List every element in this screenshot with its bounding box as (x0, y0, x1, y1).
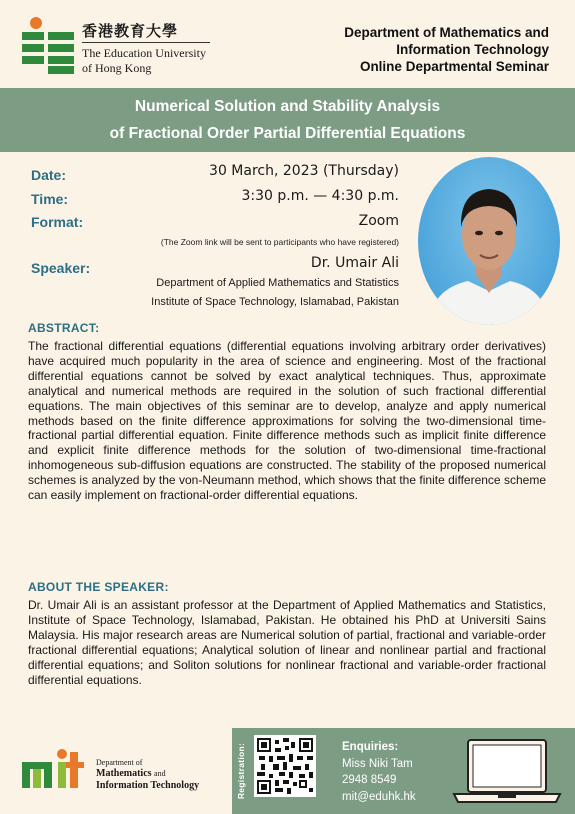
title-band (0, 88, 575, 152)
department-block (344, 24, 549, 75)
university-name-en-line1: The Education University (82, 46, 206, 60)
speaker-label: Speaker: (31, 260, 91, 276)
mit-mathematics-word: Mathematics (96, 768, 152, 779)
speaker-name: Dr. Umair Ali (310, 255, 399, 271)
abstract-heading: ABSTRACT: (28, 321, 100, 335)
speaker-affiliation-line2: Institute of Space Technology, Islamabad, Pakistan (151, 296, 399, 308)
mit-and-word: and (154, 769, 166, 778)
enquiries-block (342, 739, 416, 805)
speaker-affiliation-line1: Department of Applied Mathematics and Statistics (156, 277, 399, 289)
enquiries-contact-name: Miss Niki Tam (342, 757, 413, 770)
qr-code-icon (257, 738, 313, 794)
eduhk-logo-icon (22, 16, 74, 74)
format-value: Zoom (358, 213, 399, 229)
enquiries-email[interactable]: mit@eduhk.hk (342, 790, 416, 803)
title-line2: of Fractional Order Partial Differential Equations (109, 125, 466, 142)
title-line1: Numerical Solution and Stability Analysis (134, 98, 441, 115)
mit-logo-icon (22, 748, 92, 790)
mit-dept-of: Department of (96, 758, 143, 767)
university-name-en-line2: of Hong Kong (82, 61, 152, 75)
seminar-type: Online Departmental Seminar (359, 59, 549, 74)
time-value: 3:30 p.m. — 4:30 p.m. (241, 188, 399, 204)
format-note: (The Zoom link will be sent to participants who have registered) (160, 237, 399, 247)
enquiries-phone[interactable]: 2948 8549 (342, 774, 397, 786)
mit-mathematics (96, 768, 166, 779)
header (0, 0, 575, 88)
date-label: Date: (31, 167, 67, 183)
registration-label-box (232, 728, 250, 814)
mit-information-technology: Information Technology (96, 780, 200, 791)
enquiries-heading: Enquiries: (342, 741, 399, 753)
speaker-photo (418, 157, 560, 325)
about-speaker-heading: ABOUT THE SPEAKER: (28, 580, 169, 594)
time-label: Time: (31, 191, 69, 207)
about-speaker-text: Dr. Umair Ali is an assistant professor at the Department of Applied Mathematics and Statistics, Institute of Space Technology, Islamabad, Pakistan. He obtained his PhD at Universiti Sains Malaysia. His major research areas are Numerical solution of partial, fractional and variable-order fractional differential equations; Analytical solution of linear and nonlinear partial and fractional differential equations; and Soliton solutions for nonlinear fractional and variable-order fractional differential equations. (28, 598, 546, 687)
registration-label: Registration: (236, 742, 246, 800)
date-value: 30 March, 2023 (Thursday) (209, 163, 399, 179)
format-label: Format: (31, 214, 84, 230)
laptop-icon (452, 738, 562, 804)
registration-qr-code[interactable] (254, 735, 316, 797)
logo-divider (82, 42, 210, 43)
department-line1: Department of Mathematics and (344, 25, 549, 40)
speaker-portrait-icon (418, 157, 560, 325)
abstract-text: The fractional differential equations (differential equations involving arbitrary order derivatives) have acquired much popularity in the area of science and engineering. Most of the fractional differential equations cannot be solved by exact analytical techniques. Thus, approximate analytical and numerical methods are required in the solution of such fractional differential equations. The main objectives of this seminar are to develop, analyze and apply numerical methods based on the finite difference approximations for solving the two-dimensional time-fractional partial differential equation. Finite difference methods such as implicit finite difference and explicit finite difference methods for the solution of two-dimensional time-fractional inhomogeneous sub-diffusion equations are constructed. The stability of the proposed numerical schemes is analyzed by the von-Neumann method, which shows that the finite difference scheme can easily implement on fractional-order differential equations. (28, 339, 546, 503)
department-line2: Information Technology (396, 42, 549, 57)
university-name-zh: 香港教育大學 (82, 22, 179, 40)
